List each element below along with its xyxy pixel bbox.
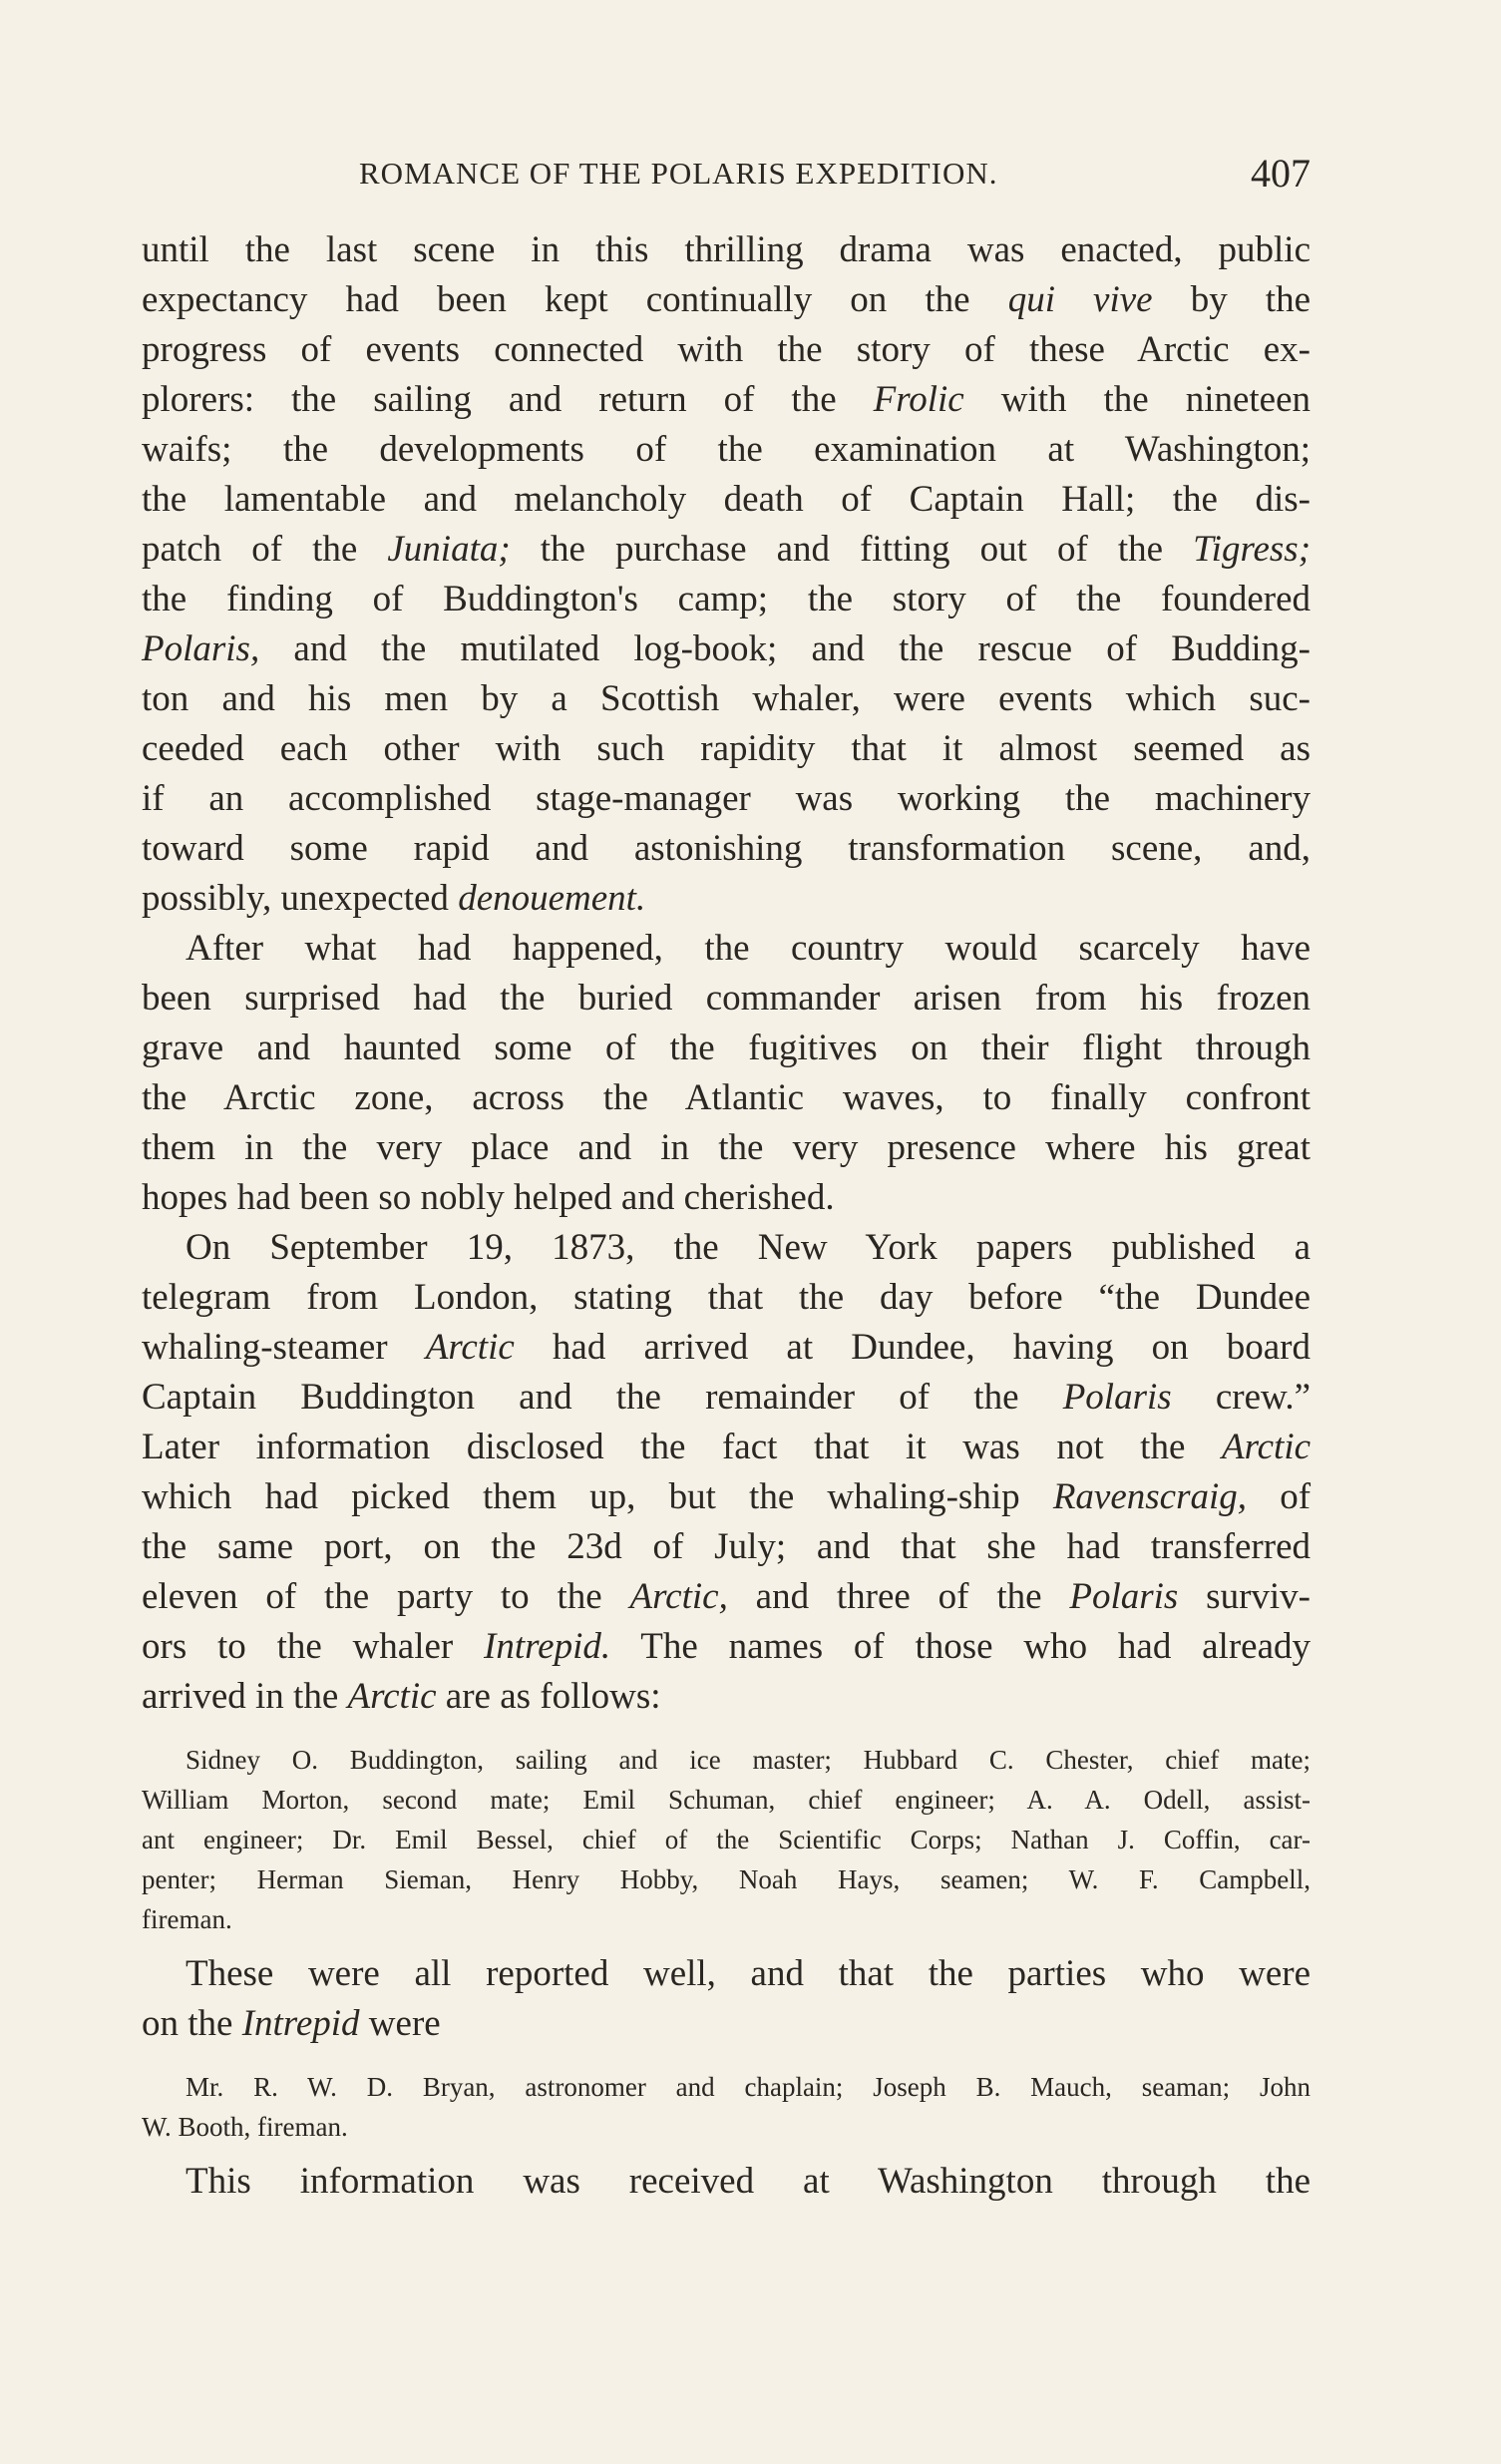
text-line: ton and his men by a Scottish whaler, were events which suc- xyxy=(142,678,1311,719)
list-line: ant engineer; Dr. Emil Bessel, chief of the Scientific Corps; Nathan J. Coffin, car- xyxy=(142,1825,1311,1854)
paragraph xyxy=(142,1223,1311,1722)
paragraph xyxy=(142,225,1311,924)
crew-list-intrepid xyxy=(142,2067,1311,2147)
text-line: the same port, on the 23d of July; and that she had transferred xyxy=(142,1526,1311,1567)
list-line: Mr. R. W. D. Bryan, astronomer and chaplain; Joseph B. Mauch, seaman; John xyxy=(186,2072,1311,2102)
body-text xyxy=(142,225,1311,2207)
text-line: arrived in the Arctic are as follows: xyxy=(142,1676,661,1717)
paragraph xyxy=(142,2157,1311,2207)
crew-list-arctic xyxy=(142,1740,1311,1939)
text-line: hopes had been so nobly helped and cherished. xyxy=(142,1177,835,1218)
text-line: Captain Buddington and the remainder of the Polaris crew.” xyxy=(142,1377,1312,1418)
text-line: on the Intrepid were xyxy=(142,2003,441,2044)
text-line: if an accomplished stage-manager was working the machinery xyxy=(142,778,1311,819)
page-number: 407 xyxy=(1251,151,1311,196)
list-line: penter; Herman Sieman, Henry Hobby, Noah Hays, seamen; W. F. Campbell, xyxy=(142,1864,1311,1894)
text-line: grave and haunted some of the fugitives on their flight through xyxy=(142,1027,1311,1068)
text-line: the Arctic zone, across the Atlantic waves, to finally confront xyxy=(142,1077,1311,1118)
text-line: These were all reported well, and that the parties who were xyxy=(186,1953,1311,1994)
text-line: them in the very place and in the very presence where his great xyxy=(142,1127,1311,1168)
page-header xyxy=(142,150,1311,202)
text-line: On September 19, 1873, the New York papers published a xyxy=(186,1227,1311,1268)
text-line: Later information disclosed the fact that it was not the Arctic xyxy=(142,1427,1312,1467)
text-line: the lamentable and melancholy death of Captain Hall; the dis- xyxy=(142,479,1311,520)
text-line: possibly, unexpected denouement. xyxy=(142,878,646,919)
text-line: waifs; the developments of the examination at Washington; xyxy=(142,429,1311,470)
paragraph xyxy=(142,1949,1311,2049)
list-line: fireman. xyxy=(142,1904,232,1934)
text-line: expectancy had been kept continually on the qui vive by the xyxy=(142,279,1311,320)
list-line: William Morton, second mate; Emil Schuman, chief engineer; A. A. Odell, assist- xyxy=(142,1785,1311,1815)
text-line: the finding of Buddington's camp; the story of the foundered xyxy=(142,579,1311,619)
paragraph xyxy=(142,924,1311,1223)
text-line: Polaris, and the mutilated log-book; and the rescue of Budding- xyxy=(142,628,1311,669)
text-line: whaling-steamer Arctic had arrived at Dundee, having on board xyxy=(142,1327,1311,1368)
text-line: toward some rapid and astonishing transformation scene, and, xyxy=(142,828,1311,869)
list-line: Sidney O. Buddington, sailing and ice master; Hubbard C. Chester, chief mate; xyxy=(186,1745,1311,1775)
text-line: plorers: the sailing and return of the Frolic with the nineteen xyxy=(142,379,1312,420)
text-line: This information was received at Washington through the xyxy=(186,2161,1311,2202)
text-line: until the last scene in this thrilling drama was enacted, public xyxy=(142,229,1311,270)
text-line: eleven of the party to the Arctic, and three of the Polaris surviv- xyxy=(142,1576,1311,1617)
text-line: progress of events connected with the story of these Arctic ex- xyxy=(142,329,1311,370)
text-line: ors to the whaler Intrepid. The names of those who had already xyxy=(142,1626,1311,1667)
text-line: telegram from London, stating that the day before “the Dundee xyxy=(142,1277,1311,1318)
text-line: which had picked them up, but the whaling-ship Ravenscraig, of xyxy=(142,1476,1312,1517)
text-line: been surprised had the buried commander arisen from his frozen xyxy=(142,978,1311,1019)
text-line: patch of the Juniata; the purchase and fitting out of the Tigress; xyxy=(142,529,1312,570)
running-title: ROMANCE OF THE POLARIS EXPEDITION. xyxy=(359,156,998,191)
text-line: After what had happened, the country would scarcely have xyxy=(186,928,1311,969)
text-line: ceeded each other with such rapidity that it almost seemed as xyxy=(142,728,1311,769)
list-line: W. Booth, fireman. xyxy=(142,2112,348,2142)
